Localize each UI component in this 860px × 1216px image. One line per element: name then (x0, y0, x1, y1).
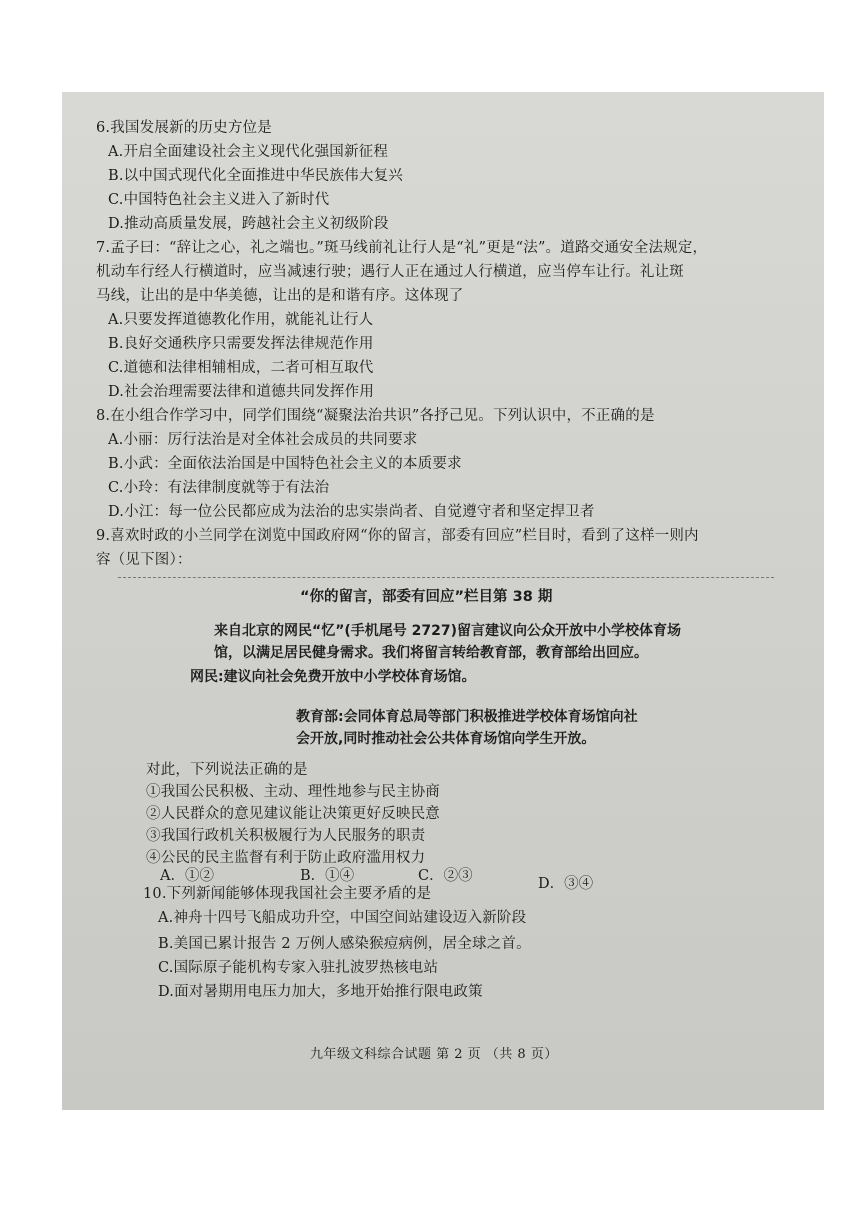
q8-option-b: B.小武：全面依法治国是中国特色社会主义的本质要求 (108, 456, 462, 472)
notice-reply-line-1: 教育部:会同体育总局等部门积极推进学校体育场馆向社 (296, 709, 638, 725)
notice-top-divider (118, 577, 774, 578)
q9-statement-3: ③我国行政机关积极履行为人民服务的职责 (146, 828, 426, 844)
q10-stem: 10.下列新闻能够体现我国社会主要矛盾的是 (143, 886, 432, 902)
q6-option-a: A.开启全面建设社会主义现代化强国新征程 (108, 144, 389, 160)
notice-netizen-suggestion: 网民:建议向社会免费开放中小学校体育场馆。 (190, 669, 476, 685)
q7-stem-line-2: 机动车行经人行横道时，应当减速行驶；遇行人正在通过人行横道，应当停车让行。礼让斑 (96, 264, 684, 280)
q6-option-d: D.推动高质量发展，跨越社会主义初级阶段 (108, 216, 389, 232)
q10-option-a: A.神舟十四号飞船成功升空，中国空间站建设迈入新阶段 (158, 910, 527, 926)
q7-stem-line-1: 7.孟子曰：“辞让之心，礼之端也。”斑马线前礼让行人是“礼”更是“法”。道路交通安全法规定， (96, 240, 708, 256)
notice-para-line-1: 来自北京的网民“忆”(手机尾号 2727)留言建议向公众开放中小学校体育场 (214, 623, 682, 639)
q7-option-a: A.只要发挥道德教化作用，就能礼让行人 (108, 312, 374, 328)
notice-para-line-2: 馆，以满足居民健身需求。我们将留言转给教育部，教育部给出回应。 (214, 645, 648, 661)
q6-option-b: B.以中国式现代化全面推进中华民族伟大复兴 (108, 168, 403, 184)
q10-option-d: D.面对暑期用电压力加大，多地开始推行限电政策 (158, 984, 483, 1000)
q8-option-a: A.小丽：厉行法治是对全体社会成员的共同要求 (108, 432, 418, 448)
page-footer: 九年级文科综合试题 第 2 页 （共 8 页） (310, 1047, 558, 1062)
q9-choice-c: C．②③ (418, 868, 473, 884)
q9-choice-b: B．①④ (300, 868, 355, 884)
q9-choice-a: A．①② (160, 868, 214, 884)
q9-stem-line-1: 9.喜欢时政的小兰同学在浏览中国政府网“你的留言，部委有回应”栏目时，看到了这样一则内 (96, 528, 699, 544)
q6-stem: 6.我国发展新的历史方位是 (96, 120, 272, 136)
q10-option-c: C.国际原子能机构专家入驻扎波罗热核电站 (158, 960, 439, 976)
notice-title: “你的留言，部委有回应”栏目第 38 期 (300, 589, 553, 605)
q9-choice-d: D．③④ (538, 876, 594, 892)
q7-stem-line-3: 马线，让出的是中华美德，让出的是和谐有序。这体现了 (96, 288, 464, 304)
q9-statement-2: ②人民群众的意见建议能让决策更好反映民意 (146, 806, 440, 822)
q6-option-c: C.中国特色社会主义进入了新时代 (108, 192, 330, 208)
notice-reply-line-2: 会开放,同时推动社会公共体育场馆向学生开放。 (296, 731, 596, 747)
q7-option-d: D.社会治理需要法律和道德共同发挥作用 (108, 384, 375, 400)
q10-option-b: B.美国已累计报告 2 万例人感染猴痘病例，居全球之首。 (158, 936, 531, 952)
q7-option-b: B.良好交通秩序只需要发挥法律规范作用 (108, 336, 374, 352)
q8-stem: 8.在小组合作学习中，同学们围绕“凝聚法治共识”各抒己见。下列认识中，不正确的是 (96, 408, 655, 424)
q8-option-c: C.小玲：有法律制度就等于有法治 (108, 480, 330, 496)
q9-lead: 对此，下列说法正确的是 (146, 762, 308, 778)
q8-option-d: D.小江：每一位公民都应成为法治的忠实崇尚者、自觉遵守者和坚定捍卫者 (108, 504, 595, 520)
q9-statement-4: ④公民的民主监督有利于防止政府滥用权力 (146, 850, 426, 866)
q7-option-c: C.道德和法律相辅相成，二者可相互取代 (108, 360, 374, 376)
q9-stem-line-2: 容（见下图）： (96, 552, 192, 568)
q9-statement-1: ①我国公民积极、主动、理性地参与民主协商 (146, 784, 440, 800)
